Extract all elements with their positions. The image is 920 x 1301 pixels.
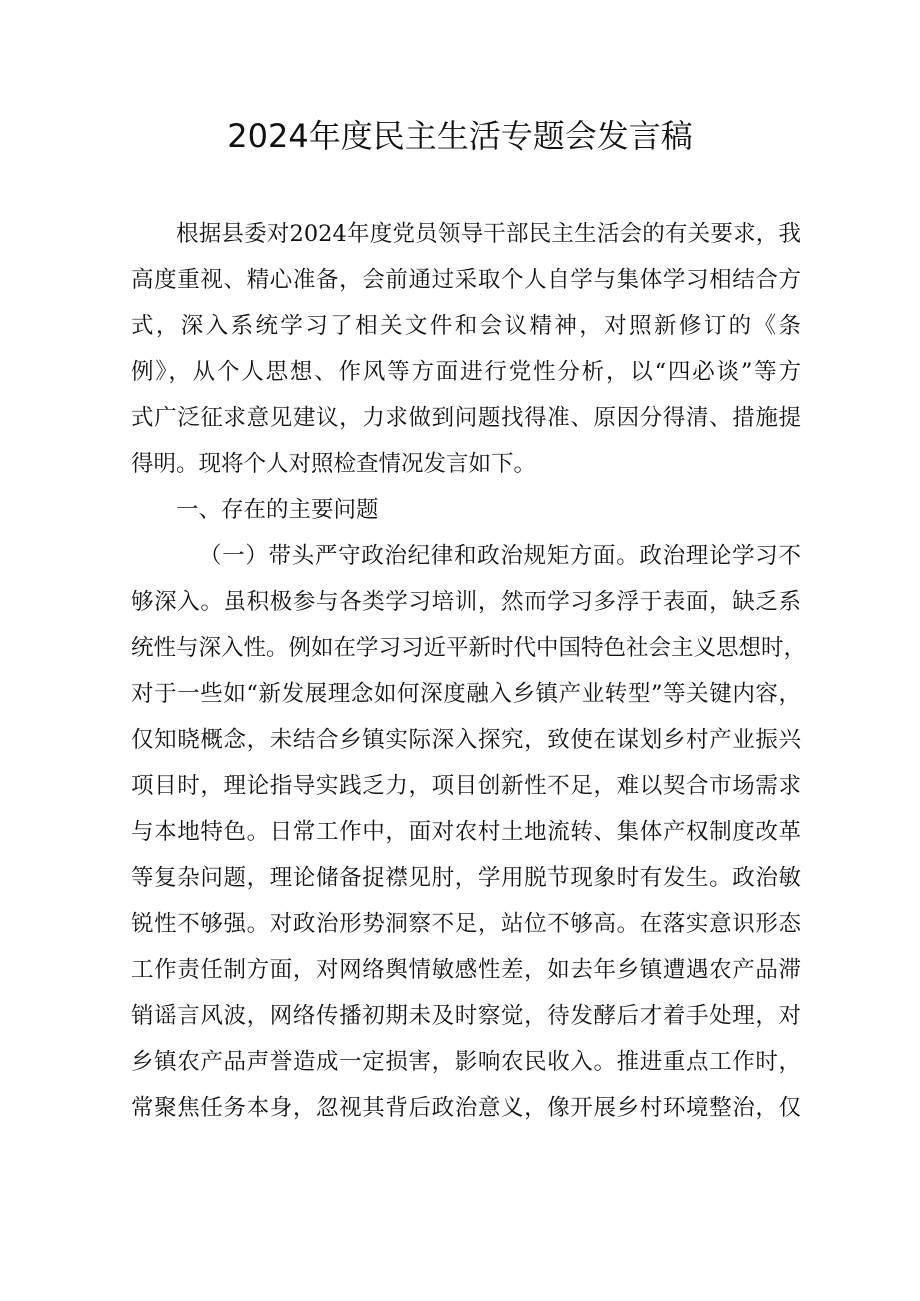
- paragraph-line: 统性与深入性。例如在学习习近平新时代中国特色社会主义思想时，: [131, 635, 807, 661]
- document-title: 2024年度民主生活专题会发言稿: [227, 117, 693, 155]
- paragraph-line: 得明。现将个人对照检查情况发言如下。: [131, 451, 537, 477]
- paragraph-line: 够深入。虽积极参与各类学习培训，然而学习多浮于表面，缺乏系: [131, 589, 801, 615]
- document-body: [131, 211, 807, 1131]
- paragraph-line: 乡镇农产品声誉造成一定损害，影响农民收入。推进重点工作时，: [131, 1049, 801, 1075]
- intro-paragraph: [131, 211, 801, 487]
- subsection-paragraph: [131, 533, 807, 1131]
- paragraph-line: 常聚焦任务本身，忽视其背后政治意义，像开展乡村环境整治，仅: [131, 1095, 801, 1121]
- paragraph-line: 等复杂问题，理论储备捉襟见肘，学用脱节现象时有发生。政治敏: [131, 865, 801, 891]
- paragraph-line: 仅知晓概念，未结合乡镇实际深入探究，致使在谋划乡村产业振兴: [131, 727, 801, 753]
- paragraph-line: 式广泛征求意见建议，力求做到问题找得准、原因分得清、措施提: [131, 405, 801, 431]
- paragraph-line: 高度重视、精心准备，会前通过采取个人自学与集体学习相结合方: [131, 267, 801, 293]
- paragraph-line: 销谣言风波，网络传播初期未及时察觉，待发酵后才着手处理，对: [131, 1003, 801, 1029]
- section-heading: [131, 487, 801, 533]
- paragraph-line: 例》，从个人思想、作风等方面进行党性分析，以“四必谈”等方: [131, 359, 801, 385]
- paragraph-line: 根据县委对2024年度党员领导干部民主生活会的有关要求，我: [176, 221, 801, 247]
- paragraph-line: 对于一些如“新发展理念如何深度融入乡镇产业转型”等关键内容，: [131, 681, 801, 707]
- paragraph-line: 锐性不够强。对政治形势洞察不足，站位不够高。在落实意识形态: [131, 911, 801, 937]
- paragraph-line: 工作责任制方面，对网络舆情敏感性差，如去年乡镇遭遇农产品滞: [131, 957, 801, 983]
- paragraph-line: （一）带头严守政治纪律和政治规矩方面。政治理论学习不: [199, 543, 801, 569]
- section-heading-text: 一、存在的主要问题: [176, 497, 379, 523]
- paragraph-line: 项目时，理论指导实践乏力，项目创新性不足，难以契合市场需求: [131, 773, 801, 799]
- paragraph-line: 与本地特色。日常工作中，面对农村土地流转、集体产权制度改革: [131, 819, 801, 845]
- paragraph-line: 式，深入系统学习了相关文件和会议精神，对照新修订的《条: [131, 313, 801, 339]
